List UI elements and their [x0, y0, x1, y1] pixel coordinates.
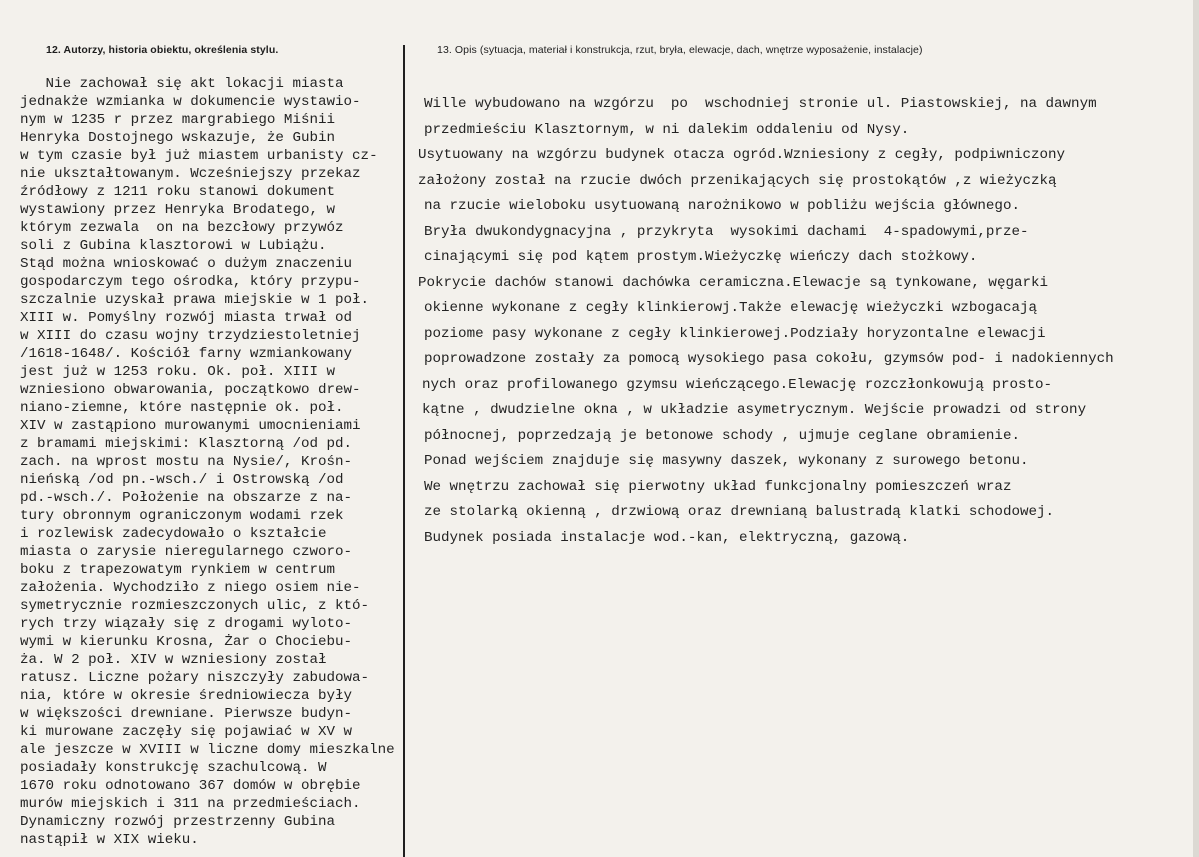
description-text-line: poziome pasy wykonane z cegły klinkierowej.Podziały horyzontalne elewacji [424, 325, 1046, 342]
history-text-line: XIV w zastąpiono murowanymi umocnieniami [20, 418, 361, 434]
history-text-line: ki murowane zaczęły się pojawiać w XV w [20, 724, 353, 740]
description-text-line: przedmieściu Klasztornym, w ni dalekim oddaleniu od Nysy. [424, 121, 910, 138]
history-text-line: Nie zachował się akt lokacji miasta [20, 76, 344, 92]
history-text-line: źródłowy z 1211 roku stanowi dokument [20, 184, 336, 200]
history-text-line: boku z trapezowatym rynkiem w centrum [20, 562, 336, 578]
history-text-line: nastąpił w XIX wieku. [20, 832, 199, 848]
history-text-line: w tym czasie był już miastem urbanisty cz- [20, 148, 378, 164]
history-text-line: gospodarczym tego ośrodka, który przypu- [20, 274, 361, 290]
description-text-line: We wnętrzu zachował się pierwotny układ funkcjonalny pomieszczeń wraz [424, 478, 1012, 495]
history-text-line: posiadały konstrukcję szachulcową. W [20, 760, 327, 776]
description-text-line: ze stolarką okienną , drzwiową oraz drewnianą balustradą klatki schodowej. [424, 504, 1055, 520]
history-text-line: w większości drewniane. Pierwsze budyn- [20, 706, 353, 722]
history-text-line: jest już w 1253 roku. Ok. poł. XIII w [20, 364, 336, 380]
history-text-line: Henryka Dostojnego wskazuje, że Gubin [20, 130, 336, 146]
description-text-line: Bryła dwukondygnacyjna , przykryta wysokimi dachami 4-spadowymi,prze- [424, 223, 1029, 240]
description-text-line: Usytuowany na wzgórzu budynek otacza ogród.Wzniesiony z cegły, podpiwniczony [418, 147, 1066, 163]
history-text-line: zach. na wprost mostu na Nysie/, Krośn- [20, 454, 353, 470]
description-text-line: poprowadzone zostały za pomocą wysokiego pasa cokołu, gzymsów pod- i nadokiennych [424, 351, 1114, 367]
description-text-line: Budynek posiada instalacje wod.-kan, elektryczną, gazową. [424, 529, 910, 546]
description-text-column [418, 92, 1114, 551]
history-text-line: wymi w kierunku Krosna, Żar o Chociebu- [20, 634, 353, 650]
history-text-line: nym w 1235 r przez margrabiego Miśnii [20, 112, 336, 128]
history-text-line: nia, które w okresie średniowiecza były [20, 688, 353, 704]
description-text-line: nych oraz profilowanego gzymsu wieńczącego.Elewację rozczłonkowują prosto- [422, 376, 1053, 393]
history-text-line: symetrycznie rozmieszczonych ulic, z któ- [20, 598, 370, 614]
history-text-line: jednakże wzmianka w dokumencie wystawio- [20, 94, 361, 110]
description-text-line: Wille wybudowano na wzgórzu po wschodniej stronie ul. Piastowskiej, na dawnym [424, 96, 1097, 112]
description-text-line: cinającymi się pod kątem prostym.Wieżyczkę wieńczy dach stożkowy. [424, 249, 978, 265]
history-text-line: ale jeszcze w XVIII w liczne domy mieszkalne [20, 742, 395, 758]
history-text-line: murów miejskich i 311 na przedmieściach. [20, 796, 361, 812]
history-text-line: Dynamiczny rozwój przestrzenny Gubina [20, 814, 336, 830]
history-text-line: pd.-wsch./. Położenie na obszarze z na- [20, 490, 353, 506]
description-text-line: na rzucie wieloboku usytuowaną narożnikowo w pobliżu wejścia głównego. [424, 198, 1020, 214]
history-text-line: /1618-1648/. Kościół farny wzmiankowany [20, 346, 353, 362]
history-text-line: ża. W 2 poł. XIV w wzniesiony został [20, 652, 327, 668]
history-text-line: miasta o zarysie nieregularnego czworo- [20, 544, 353, 560]
description-text-line: okienne wykonane z cegły klinkierowj.Także elewację wieżyczki wzbogacają [424, 300, 1037, 316]
history-text-line: wystawiony przez Henryka Brodatego, w [20, 202, 336, 218]
history-text-column [20, 75, 395, 849]
description-text-line: założony został na rzucie dwóch przenikających się prostokątów ,z wieżyczką [418, 172, 1057, 189]
history-text-line: z bramami miejskimi: Klasztorną /od pd. [20, 436, 353, 452]
history-text-line: ratusz. Liczne pożary niszczyły zabudowa- [20, 670, 370, 686]
history-text-line: w XIII do czasu wojny trzydziestoletniej [20, 328, 361, 344]
history-text-line: nie ukształtowanym. Wcześniejszy przekaz [20, 166, 361, 182]
history-text-line: niano-ziemne, które następnie ok. poł. [20, 400, 344, 416]
description-text-line: Pokrycie dachów stanowi dachówka ceramiczna.Elewacje są tynkowane, węgarki [418, 274, 1049, 291]
history-text-line: nieńską /od pn.-wsch./ i Ostrowską /od [20, 472, 344, 488]
history-text-line: soli z Gubina klasztorowi w Lubiążu. [20, 238, 327, 254]
section-13-header: 13. Opis (sytuacja, materiał i konstrukcja, rzut, bryła, elewacje, dach, wnętrze wyposażenie, instalacje) [437, 44, 923, 56]
description-text-line: kątne , dwudzielne okna , w układzie asymetrycznym. Wejście prowadzi od strony [422, 402, 1087, 418]
history-text-line: wzniesiono obwarowania, początkowo drew- [20, 382, 361, 398]
description-text-line: północnej, poprzedzają je betonowe schody , ujmuje ceglane obramienie. [424, 427, 1020, 444]
history-text-line: szczalnie uzyskał prawa miejskie w 1 poł. [20, 292, 370, 308]
history-text-line: Stąd można wnioskować o dużym znaczeniu [20, 256, 353, 272]
history-text-line: którym zezwala on na bezcłowy przywóz [20, 220, 344, 236]
history-text-line: i rozlewisk zadecydowało o kształcie [20, 526, 327, 542]
section-12-header: 12. Autorzy, historia obiektu, określenia stylu. [46, 44, 279, 56]
history-text-line: XIII w. Pomyślny rozwój miasta trwał od [20, 310, 353, 326]
history-text-line: tury obronnym ograniczonym wodami rzek [20, 508, 344, 524]
history-text-line: założenia. Wychodziło z niego osiem nie- [20, 580, 361, 596]
description-text-line: Ponad wejściem znajduje się masywny daszek, wykonany z surowego betonu. [424, 453, 1029, 469]
column-divider [403, 45, 405, 857]
history-text-line: 1670 roku odnotowano 367 domów w obrębie [20, 778, 361, 794]
history-text-line: rych trzy wiązały się z drogami wyloto- [20, 616, 353, 632]
